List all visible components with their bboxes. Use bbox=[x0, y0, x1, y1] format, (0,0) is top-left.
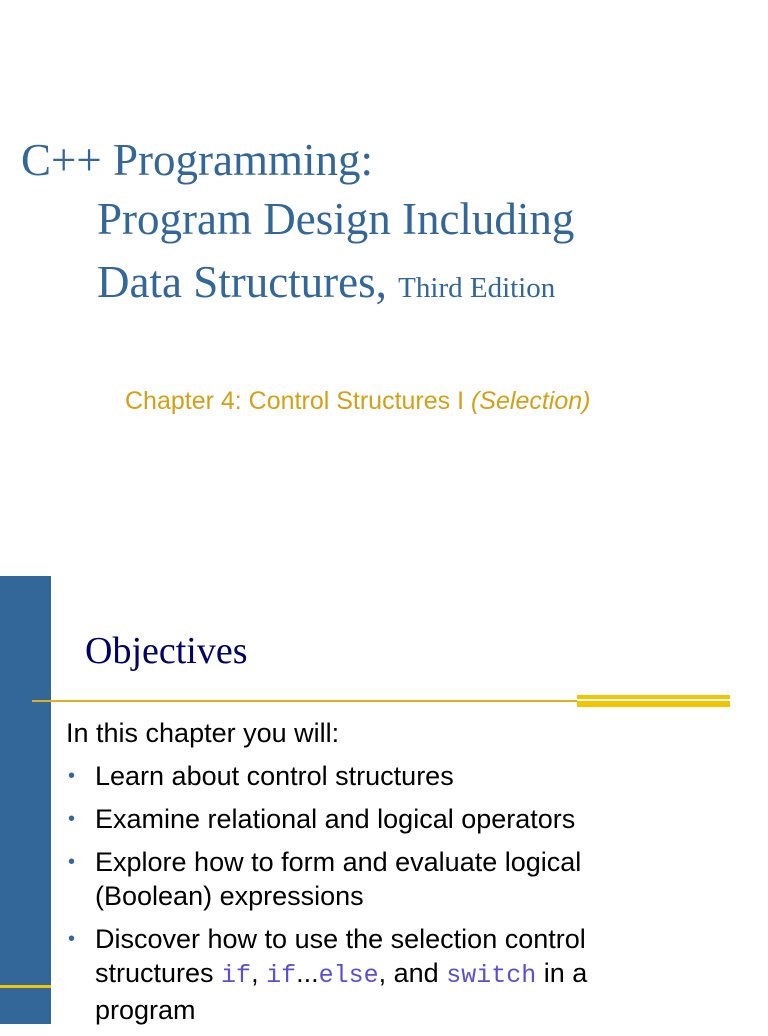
slide-title: Objectives bbox=[85, 630, 248, 672]
list-item bbox=[66, 922, 746, 1027]
list-item-text-line1: Explore how to form and evaluate logical bbox=[95, 847, 582, 877]
chapter-heading bbox=[125, 385, 590, 417]
list-item bbox=[66, 759, 746, 793]
intro-text: In this chapter you will: bbox=[66, 718, 340, 748]
list-item-text-line2: (Boolean) expressions bbox=[95, 881, 364, 911]
code-else: else bbox=[318, 961, 379, 990]
list-item bbox=[66, 802, 746, 836]
structures-label: structures bbox=[95, 958, 222, 988]
book-title-line3-text: Data Structures, bbox=[97, 257, 387, 307]
bullet-icon: • bbox=[68, 808, 76, 830]
edition-label: Third Edition bbox=[398, 272, 556, 304]
title-underline bbox=[32, 700, 577, 702]
ellipsis: ... bbox=[296, 958, 319, 988]
sidebar-band bbox=[0, 576, 51, 1024]
list-item-text-line1: Discover how to use the selection control bbox=[95, 924, 586, 954]
accent-bar-top bbox=[577, 695, 730, 699]
list-item bbox=[66, 845, 746, 913]
list-item-text-line3: program bbox=[95, 995, 196, 1025]
objectives-list bbox=[66, 759, 746, 1036]
separator-comma: , bbox=[251, 958, 267, 988]
list-item-text-line2 bbox=[95, 958, 587, 988]
accent-bar-bottom bbox=[577, 701, 730, 707]
objectives-slide bbox=[0, 576, 768, 1024]
code-if: if bbox=[221, 961, 252, 990]
chapter-label: Chapter 4: Control Structures I bbox=[125, 387, 471, 415]
chapter-subtitle: (Selection) bbox=[470, 387, 591, 415]
sidebar-accent-line bbox=[0, 985, 51, 988]
book-title-line3 bbox=[97, 256, 555, 314]
book-title-line1: C++ Programming: bbox=[21, 135, 374, 185]
bullet-icon: • bbox=[68, 851, 76, 873]
title-underline-accent bbox=[577, 695, 730, 709]
in-a-label: in a bbox=[536, 958, 588, 988]
list-item-text: Learn about control structures bbox=[95, 761, 454, 791]
bullet-icon: • bbox=[68, 765, 76, 787]
bullet-icon: • bbox=[68, 928, 76, 950]
book-title-line2: Program Design Including bbox=[97, 194, 575, 244]
separator-and: , and bbox=[378, 958, 447, 988]
list-item-text: Examine relational and logical operators bbox=[95, 804, 576, 834]
code-if-else-if: if bbox=[266, 961, 297, 990]
code-switch: switch bbox=[446, 961, 537, 990]
